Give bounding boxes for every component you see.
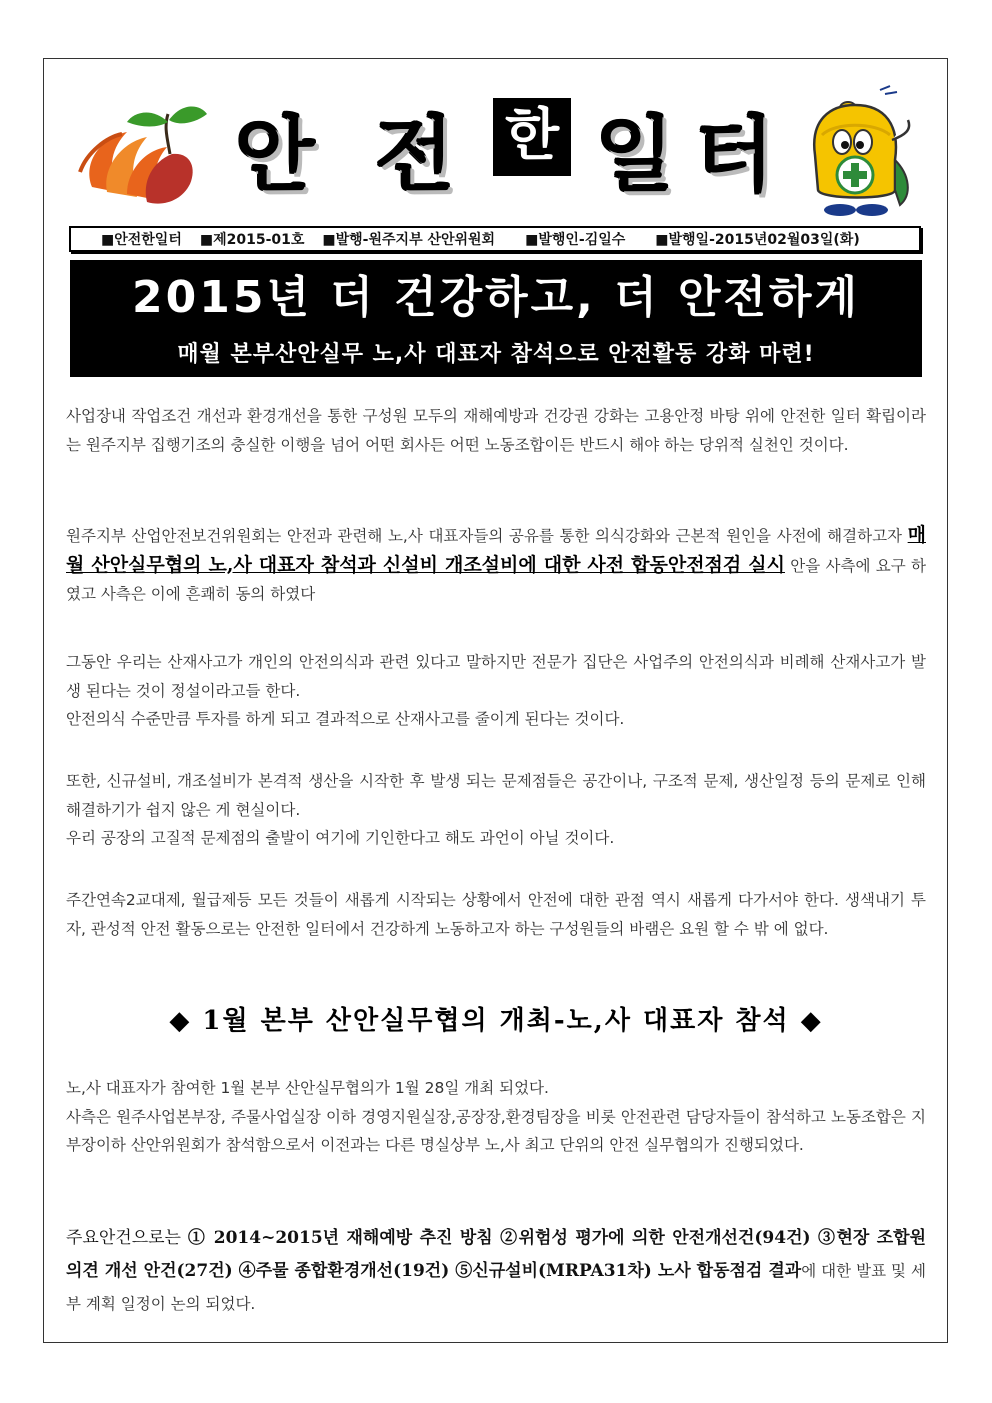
paragraph-text: 우리 공장의 고질적 문제점의 출발이 여기에 기인한다고 해도 과언이 아닐 것이다. [66, 829, 615, 847]
info-publisher-person: ■발행인-김일수 [525, 232, 626, 248]
title-char: 터 [695, 108, 775, 203]
paragraph-text: 노,사 대표자가 참여한 1월 본부 산안실무협의가 1월 28일 개최 되었다. [66, 1079, 549, 1097]
headline-main: 2015년 더 건강하고, 더 안전하게 [132, 272, 860, 323]
issue-info-bar [69, 226, 921, 252]
paragraph-text-part: 에 대한 발표 및 세부 계획 일정이 논의 되었다. [66, 1262, 926, 1313]
info-issue-number: ■제2015-01호 [199, 232, 305, 248]
title-char: 일 [595, 108, 675, 203]
paragraph [66, 402, 926, 459]
paragraph-text: 안전의식 수준만큼 투자를 하게 되고 결과적으로 산재사고를 줄이게 된다는 것이다. [66, 710, 625, 728]
paragraph-text [66, 1222, 926, 1321]
paragraph-text: 또한, 신규설비, 개조설비가 본격적 생산을 시작한 후 발생 되는 문제점들은 공간이나, 구조적 문제, 생산일정 등의 문제로 인해 해결하기가 쉽지 않은 게 현실이다. [66, 772, 926, 819]
paragraph-text-part: 안을 사측에 요구 하였고 사측은 이에 흔쾌히 동의 하였다 [66, 556, 927, 603]
headline-sub: 매월 본부산안실무 노,사 대표자 참석으로 안전활동 강화 마련! [177, 342, 815, 367]
paragraph [66, 767, 926, 853]
paragraph-text: 그동안 우리는 산재사고가 개인의 안전의식과 관련 있다고 말하지만 전문가 집단은 사업주의 안전의식과 비례해 산재사고가 발생 된다는 것이 정설이라고들 한다. [66, 653, 926, 700]
company-logo-icon [72, 92, 212, 212]
paragraph-text [66, 521, 926, 609]
paragraph [66, 1222, 926, 1321]
paragraph-text-part: 주요안건으로는 [66, 1228, 188, 1248]
paragraph-text-part: 원주지부 산업안전보건위원회는 안전과 관련해 노,사 대표자들의 공유를 통한 의식강화와 근본적 원인을 사전에 해결하고자 [66, 527, 908, 545]
paragraph [66, 886, 926, 943]
paragraph-text: 사측은 원주사업본부장, 주물사업실장 이하 경영지원실장,공장장,환경팀장을 비롯 안전관련 담당자들이 참석하고 노동조합은 지부장이하 산안위원회가 참석함으로서 이전과는 다른 명실상부 노,사 최고 단위의 안전 실무협의가 진행되었다. [66, 1107, 926, 1154]
paragraph [66, 521, 926, 609]
paragraph-text: 주간연속2교대제, 월급제등 모든 것들이 새롭게 시작되는 상황에서 안전에 대한 관점 역시 새롭게 다가서야 한다. 생색내기 투자, 관성적 안전 활동으로는 안전한 일터에서 건강하게 노동하고자 하는 구성원들의 바램은 요원 할 수 밖 에 없다. [66, 891, 926, 938]
info-publish-date: ■발행일-2015년02월03일(화) [655, 232, 860, 248]
title-char: 안 [235, 108, 315, 203]
title-char-box [493, 98, 571, 176]
masthead-title [225, 90, 785, 203]
section-title: ◆ 1월 본부 산안실무협의 개최-노,사 대표자 참석 ◆ [169, 1006, 823, 1036]
info-newsletter-name: ■안전한일터 [101, 232, 182, 248]
paragraph [66, 648, 926, 734]
title-char: 한 [504, 103, 560, 168]
title-char: 전 [375, 108, 455, 203]
emphasized-text: 매월 산안실무협의 노,사 대표자 참석과 신설비 개조설비에 대한 사전 합동안전점검 실시 [66, 524, 926, 576]
info-publisher: ■발행-원주지부 산안위원회 [322, 232, 496, 248]
masthead [60, 70, 932, 220]
paragraph [66, 1074, 926, 1160]
safety-mascot-icon [800, 80, 920, 220]
paragraph-text: 사업장내 작업조건 개선과 환경개선을 통한 구성원 모두의 재해예방과 건강권 강화는 고용안정 바탕 위에 안전한 일터 확립이라는 원주지부 집행기조의 충실한 이행을 넘어 어떤 회사든 어떤 노동조합이든 반드시 해야 하는 당위적 실천인 것이다. [66, 407, 926, 454]
headline-block [70, 260, 922, 377]
agenda-items: ① 2014~2015년 재해예방 추진 방침 ②위험성 평가에 의한 안전개선건(94건) ③현장 조합원 의견 개선 안건(27건) ④주물 종합환경개선(19건) ⑤신규설비(MRPA31차) 노사 합동점검 결과 [66, 1228, 926, 1281]
